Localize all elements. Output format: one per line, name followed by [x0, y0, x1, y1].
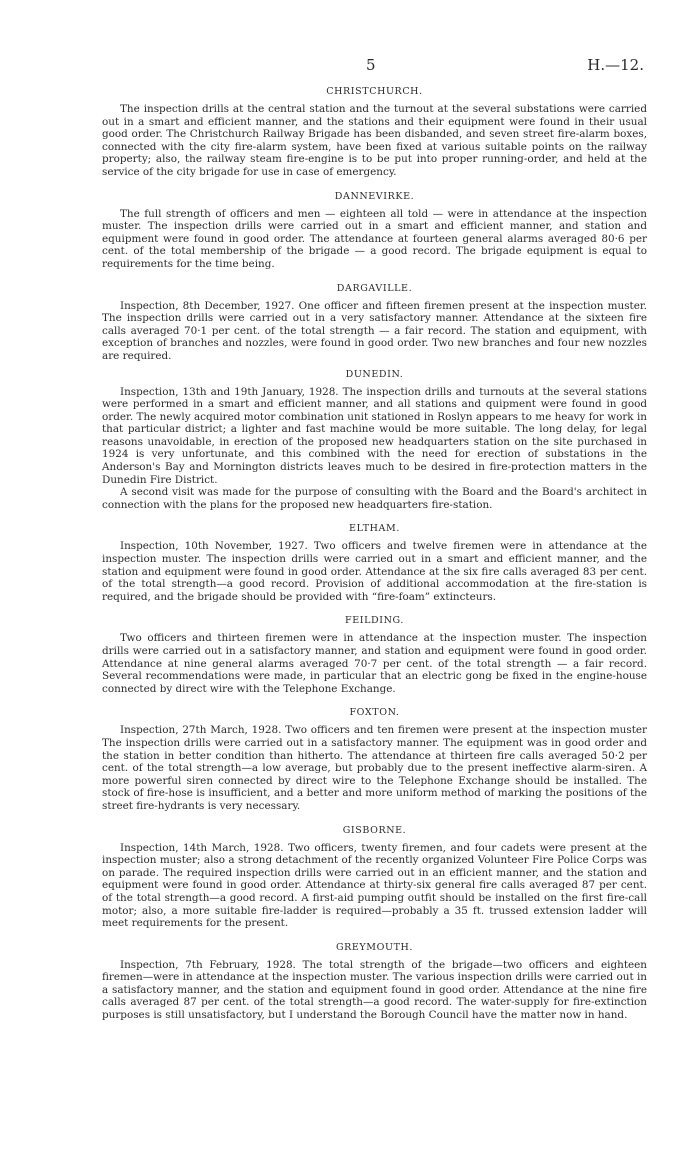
section-dannevirke	[102, 191, 647, 271]
section-heading: DANNEVIRKE.	[334, 190, 415, 202]
section-heading: GISBORNE.	[342, 824, 407, 836]
section-eltham	[102, 523, 647, 603]
paragraph: Inspection, 7th February, 1928. The total strength of the brigade—two officers and eighteen firemen—were in attendance at the inspection muster. The various inspection drills were carried out in a satisfactory manner, and the station and equipment found in good order. Attendance at the nine fire calls averaged 87 per cent. of the total strength—a good record. The water-supply for fire-extinction purposes is still unsatisfactory, but I understand the Borough Council have the matter now in hand.	[102, 958, 647, 1022]
report-body	[102, 86, 647, 1022]
section-heading: GREYMOUTH.	[335, 941, 414, 953]
section-heading: FOXTON.	[349, 707, 400, 719]
section-gisborne	[102, 825, 647, 930]
paragraph: Inspection, 14th March, 1928. Two officers, twenty firemen, and four cadets were present at the inspection muster; also a strong detachment of the recently organized Volunteer Fire Police Corps was on parade. The required inspection drills were carried out in an efficient manner, and the station and equipment were found in good order. Attendance at thirty-six general fire calls averaged 87 per cent. of the total strength—a good record. A first-aid pumping outfit should be installed on the first fire-call motor; also, a more suitable fire-ladder is required—probably a 35 ft. trussed extension ladder will meet requirements for the present.	[102, 841, 647, 930]
paragraph: Inspection, 8th December, 1927. One officer and fifteen firemen present at the inspection muster. The inspection drills were carried out in a very satisfactory manner. Attendance at the sixteen fire calls averaged 70·1 per cent. of the total strength — a fair record. The station and equipment, with exception of branches and nozzles, were found in good order. Two new branches and four new nozzles are required.	[102, 299, 647, 362]
section-heading: DUNEDIN.	[345, 368, 404, 380]
paragraph: The inspection drills at the central station and the turnout at the several substations were carried out in a smart and efficient manner, and the stations and their equipment were found in their usual good order. The Christchurch Railway Brigade has been disbanded, and seven street fire-alarm boxes, connected with the city fire-alarm system, have been fixed at various suitable points on the railway property; also, the railway steam fire-engine is to be put into proper running-order, and held at the service of the city brigade for use in case of emergency.	[102, 103, 647, 178]
section-foxton	[102, 707, 647, 812]
section-heading: DARGAVILLE.	[336, 282, 413, 294]
paragraph: Two officers and thirteen firemen were in attendance at the inspection muster. The inspection drills were carried out in a satisfactory manner, and station and equipment were found in good order. Attendance at nine general alarms averaged 70·7 per cent. of the total strength — a fair record. Several recommendations were made, in particular that an electric gong be fixed in the engine-house connected by direct wire with the Telephone Exchange.	[102, 632, 647, 695]
section-greymouth	[102, 942, 647, 1022]
paragraph: The full strength of officers and men — eighteen all told — were in attendance at the inspection muster. The inspection drills were carried out in a smart and efficient manner, and station and equipment were found in good order. The attendance at fourteen general alarms averaged 80·6 per cent. of the total membership of the brigade — a good record. The brigade equipment is equal to requirements for the time being.	[102, 207, 647, 270]
section-heading: CHRISTCHURCH.	[326, 86, 423, 97]
paragraph: Inspection, 10th November, 1927. Two officers and twelve firemen were in attendance at the inspection muster. The inspection drills were carried out in a smart and efficient manner, and the station and equipment were found in good order. Attendance at the six fire calls averaged 83 per cent. of the total strength—a good record. Provision of additional accommodation at the fire-station is required, and the brigade should be provided with “fire-foam” extincteurs.	[102, 540, 647, 603]
page-number: 5	[366, 56, 376, 74]
paragraph: A second visit was made for the purpose of consulting with the Board and the Board's architect in connection with the plans for the proposed new headquarters fire-station.	[102, 486, 647, 511]
document-reference: H.—12.	[587, 56, 644, 74]
paragraph: Inspection, 27th March, 1928. Two officers and ten firemen were present at the inspection muster The inspection drills were carried out in a satisfactory manner. The equipment was in good order and the station in better condition than hitherto. The attendance at thirteen fire calls averaged 50·2 per cent. of the total strength—a low average, but probably due to the present ineffective alarm-siren. A more powerful siren connected by direct wire to the Telephone Exchange should be installed. The stock of fire-hose is insufficient, and a better and more uniform method of marking the positions of the street fire-hydrants is very necessary.	[102, 724, 647, 812]
section-dunedin	[102, 369, 647, 512]
section-dargaville	[102, 283, 647, 363]
section-feilding	[102, 615, 647, 695]
section-heading: ELTHAM.	[349, 523, 400, 535]
paragraph: Inspection, 13th and 19th January, 1928. The inspection drills and turnouts at the several stations were performed in a smart and efficient manner, and all stations and quipment were found in good order. The newly acquired motor combination unit stationed in Roslyn appears to me heavy for work in that particular district; a lighter and fast machine would be more suitable. The long delay, for legal reasons unavoidable, in erection of the proposed new headquarters station on the site purchased in 1924 is very unfortunate, and this combined with the need for erection of substations in the Anderson's Bay and Mornington districts leaves much to be desired in fire-protection matters in the Dunedin Fire District.	[102, 385, 647, 486]
section-heading: FEILDING.	[345, 615, 404, 627]
section-christchurch	[102, 86, 647, 179]
